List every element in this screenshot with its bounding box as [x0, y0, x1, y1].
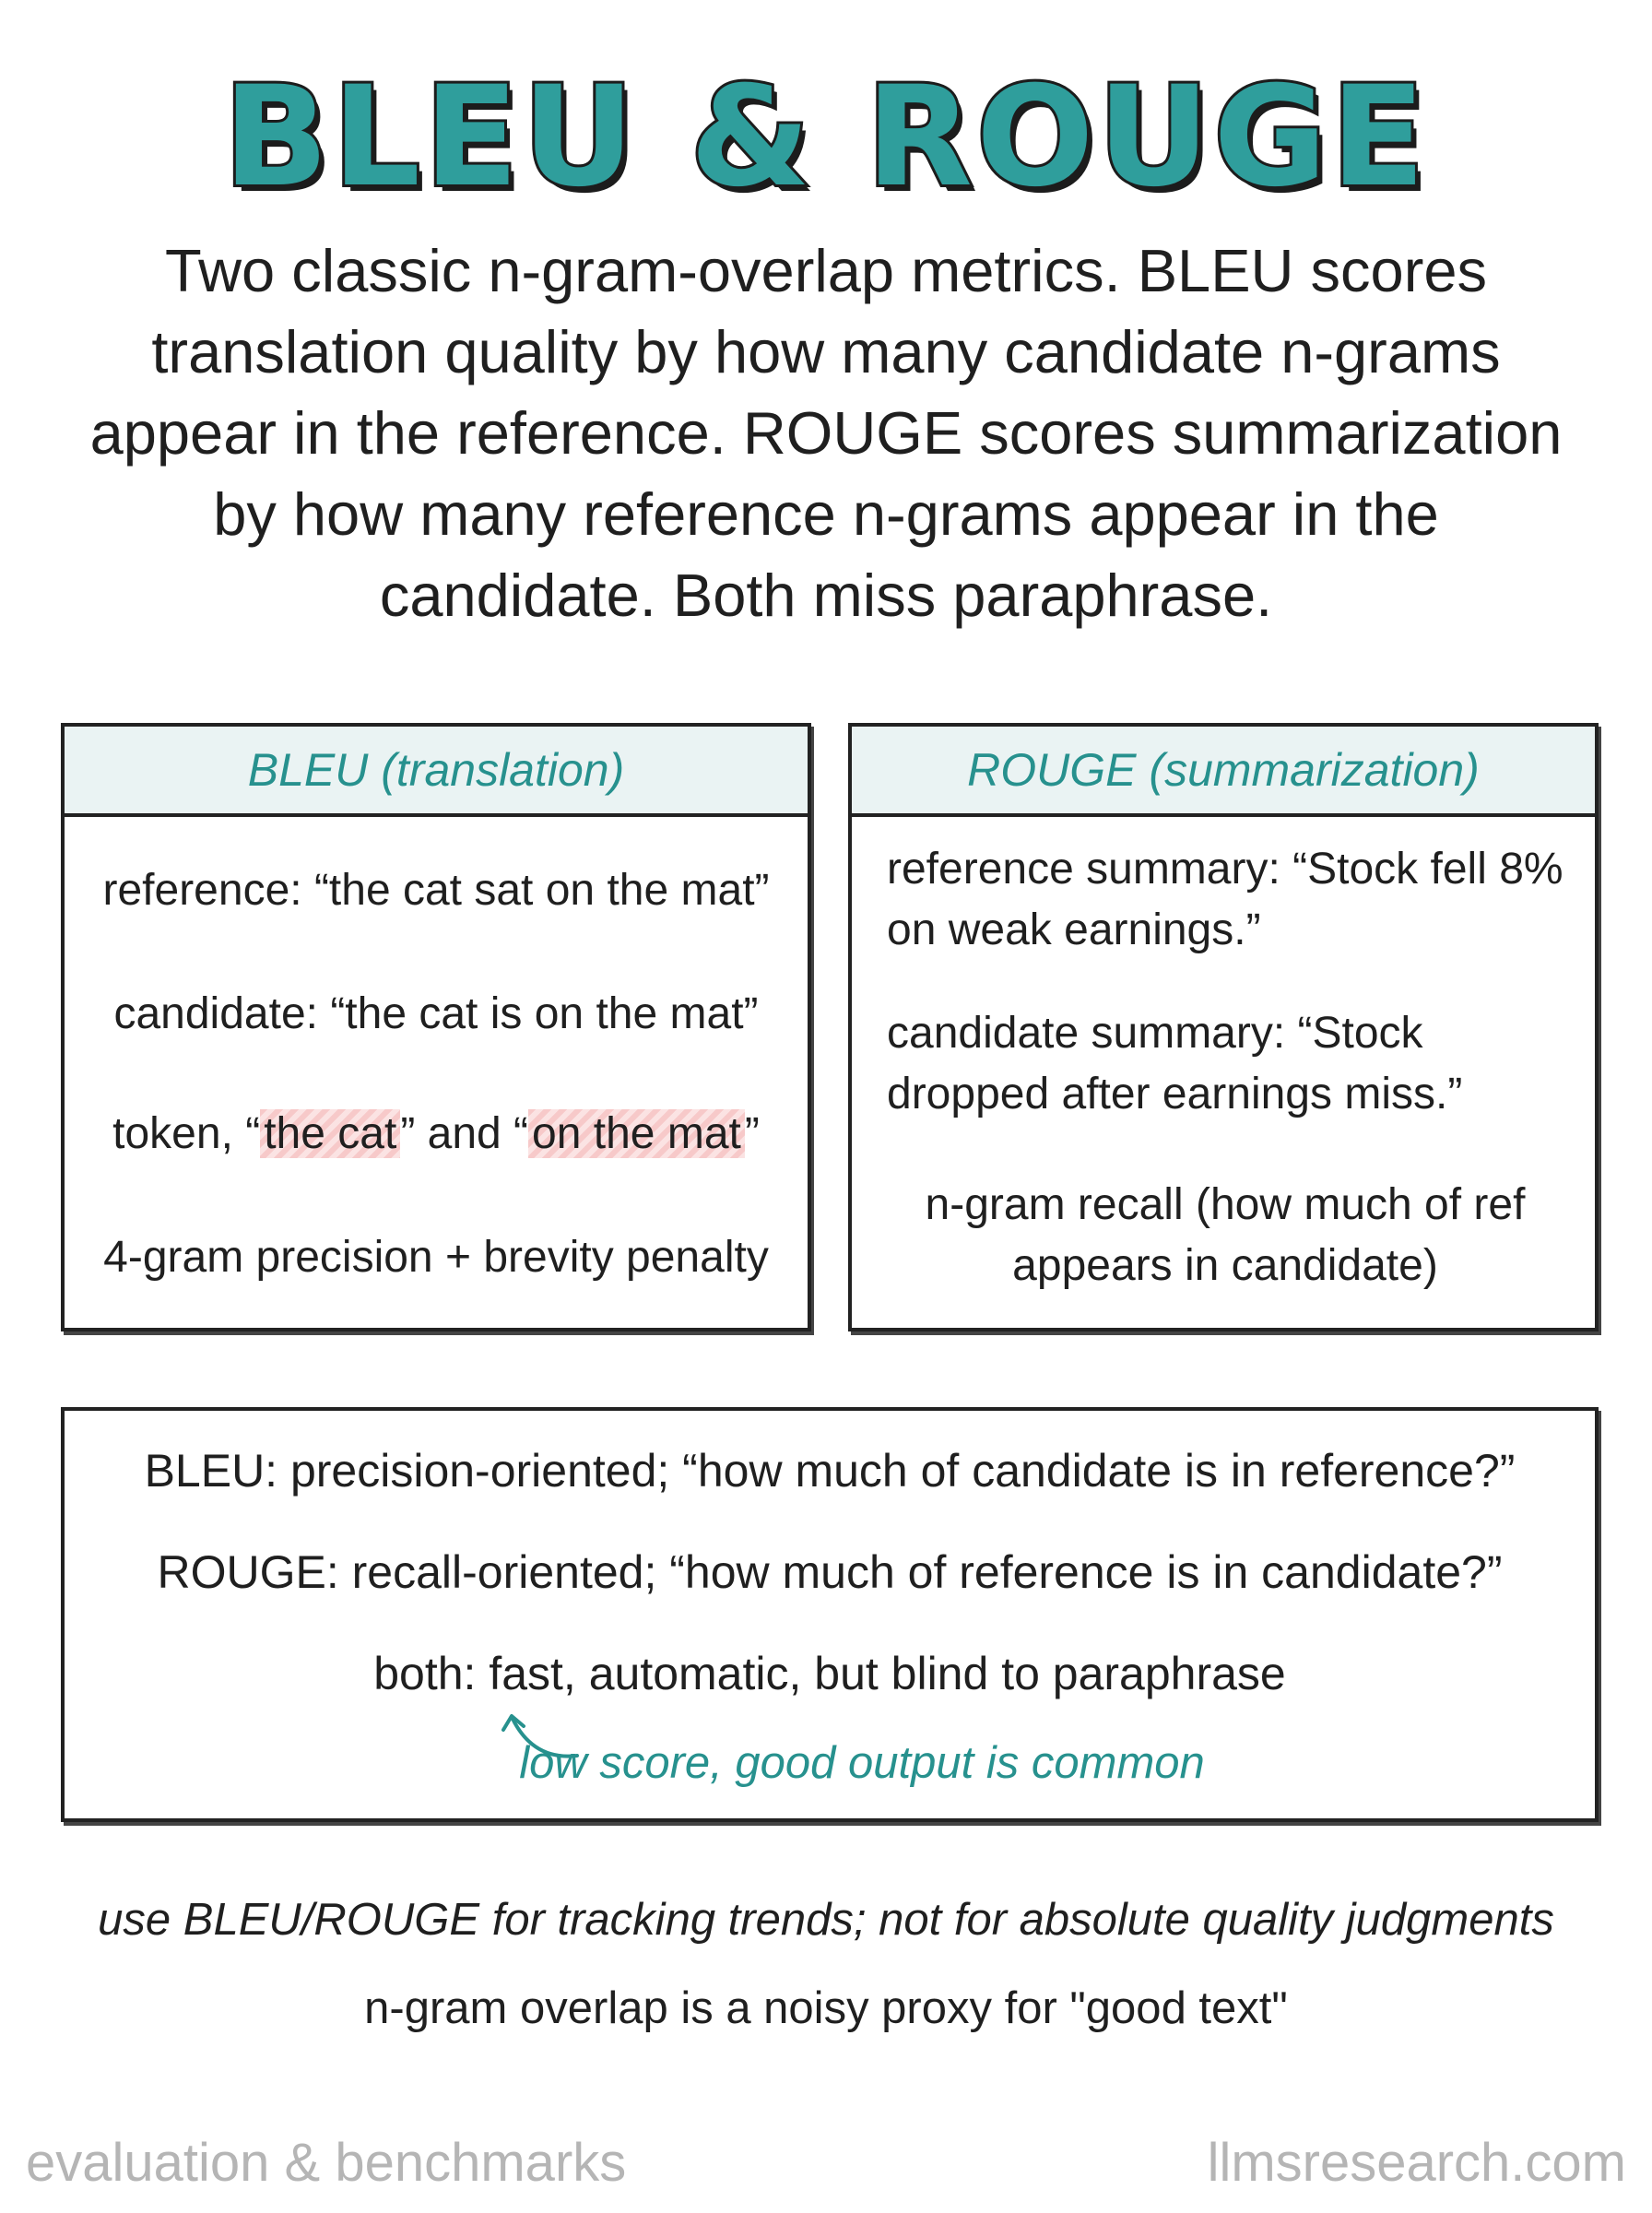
both-summary-line: both: fast, automatic, but blind to paraphrase [373, 1648, 1286, 1699]
bleu-card [61, 723, 811, 1331]
footer-category: evaluation & benchmarks [26, 2133, 627, 2193]
annotation-note: low score, good output is common [519, 1738, 1205, 1788]
bleu-reference: reference: “the cat sat on the mat” [102, 866, 770, 915]
page-title: BLEU & ROUGE [223, 57, 1429, 218]
bleu-candidate: candidate: “the cat is on the mat” [113, 989, 759, 1038]
rouge-summary-line: ROUGE: recall-oriented; “how much of reference is in candidate?” [157, 1546, 1503, 1598]
rouge-candidate: candidate summary: “Stock dropped after earnings miss.” [887, 1009, 1463, 1118]
proxy-note: n-gram overlap is a noisy proxy for "good text" [364, 1983, 1288, 2033]
bleu-token-match [65, 1108, 808, 1159]
footer-site: llmsresearch.com [1207, 2133, 1626, 2193]
intro-paragraph: Two classic n-gram-overlap metrics. BLEU scores translation quality by how many candidate n-grams appear in the reference. ROUGE scores summarization by how many reference n-grams appear in the candidate. Both miss paraphrase. [89, 237, 1563, 629]
bleu-card-header: BLEU (translation) [65, 727, 808, 817]
bleu-method: 4-gram precision + brevity penalty [103, 1233, 769, 1282]
comparison-box [61, 1407, 1599, 1822]
rouge-method: n-gram recall (how much of ref appears in candidate) [925, 1180, 1526, 1290]
usage-note: use BLEU/ROUGE for tracking trends; not for absolute quality judgments [98, 1895, 1554, 1945]
rouge-card-header: ROUGE (summarization) [852, 727, 1595, 817]
token-suffix: ” [744, 1109, 760, 1158]
rouge-card [848, 723, 1599, 1331]
highlight-on-the-mat: on the mat [528, 1109, 745, 1158]
token-prefix: token, “ [112, 1109, 261, 1158]
highlight-the-cat: the cat [260, 1109, 400, 1158]
bleu-summary-line: BLEU: precision-oriented; “how much of candidate is in reference?” [144, 1445, 1516, 1497]
rouge-reference: reference summary: “Stock fell 8% on weak earnings.” [887, 845, 1564, 954]
token-mid: ” and “ [400, 1109, 529, 1158]
